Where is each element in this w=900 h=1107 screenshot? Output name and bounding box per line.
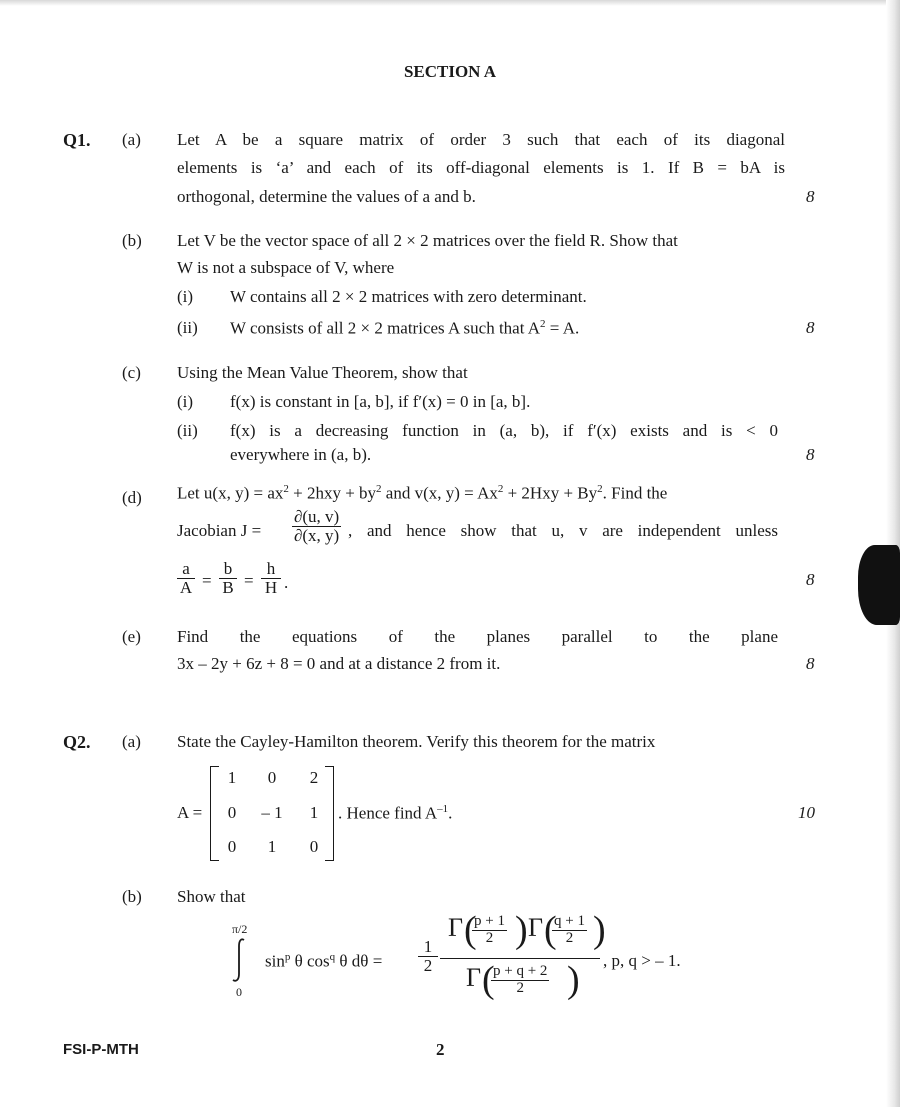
q1a-marks: 8 [806,187,815,206]
q2a-line1: State the Cayley-Hamilton theorem. Verify this theorem for the matrix [177,732,656,751]
q2a-matrix-prefix: A = [177,803,203,822]
matrix-cell: 1 [309,803,319,822]
q2a-marks: 10 [798,803,815,822]
q1b-label: (b) [122,231,142,250]
q1c-i-text: f(x) is constant in [a, b], if f′(x) = 0 in [a, b]. [230,392,531,411]
q1d-end-dot: . [284,573,289,592]
gamma-paren-close: ) [593,909,606,951]
page-number: 2 [436,1040,445,1059]
q1b-marks: 8 [806,318,815,337]
q1d-eq-1: = [202,571,212,590]
q1c-marks: 8 [806,445,815,464]
q1b-i-label: (i) [177,287,194,306]
q2b-tail: , p, q > – 1. [603,951,681,970]
q1d-line1: Let u(x, $y) = ax^2 + 2hxy + by^2$ and v(x, $y) = Ax^2 + 2Hxy + By^2$. Find the [177,483,668,503]
q1d-jacobian-fraction [292,508,341,545]
matrix-cell: 0 [227,803,237,822]
gamma-symbol: Γ [528,913,544,942]
q1a-line2: elements is ‘a’ and each of its off-diagonal elements is 1. If B = bA is [177,158,785,177]
q1e-line1: Find the equations of the planes parallel to the plane [177,627,778,646]
jacobian-numerator: ∂(u, v) [294,507,340,526]
q1b-ii-label: (ii) [177,318,198,337]
q2a-suffix: . Hence find $A^{-1}$. [338,803,453,823]
q1b-ii-text: W consists of all 2 × 2 matrices A such that $A^2 = A$. [230,318,580,338]
q1e-label: (e) [122,627,141,646]
q1d-ratio-a: $\frac{a}{A}$ [177,560,195,597]
q1b-line1: Let V be the vector space of all 2 × 2 matrices over the field R. Show that [177,231,678,250]
q1d-eq-2: = [244,571,254,590]
matrix-cell: 1 [267,837,277,856]
q1c-ii-label: (ii) [177,421,198,440]
gamma-arg-1: $\frac{p + 1}{2}$ [474,913,505,946]
q1a-label: (a) [122,130,141,149]
jacobian-denominator: ∂(x, y) [294,525,340,545]
q2a-label: (a) [122,732,141,751]
matrix-cell: – 1 [261,803,283,822]
matrix-cell: 0 [227,837,237,856]
paper-code: FSI-P-MTH [63,1041,139,1058]
matrix-cell: 2 [309,768,319,787]
section-title: SECTION A [403,62,497,81]
q1c-ii-line1: f(x) is a decreasing function in (a, b), if f′(x) exists and is < 0 [230,421,778,440]
matrix-cell: 1 [227,768,237,787]
q2a-matrix [210,766,334,862]
q1c-label: (c) [122,363,141,382]
q1b-i-text: W contains all 2 × 2 matrices with zero determinant. [230,287,587,306]
integral-sign-icon [230,937,248,983]
gamma-arg-3: $\frac{p + q + 2}{2}$ [493,963,548,996]
integral-upper-limit: π/2 [232,922,248,936]
q1d-label: (d) [122,488,142,507]
matrix-cell: 0 [267,768,277,787]
q1c-i-label: (i) [177,392,194,411]
q2b-label: (b) [122,887,142,906]
scan-hole-punch-mark [858,545,900,625]
q1e-line2: 3x – 2y + 6z + 8 = 0 and at a distance 2 from it. [177,654,501,673]
gamma-arg-2: $\frac{q + 1}{2}$ [554,913,585,946]
q2-number: Q2. [63,732,91,752]
gamma-paren-close: ) [567,959,580,1001]
gamma-paren-close: ) [515,909,528,951]
q2b-integrand: $\sin^p \theta$ $\cos^q \theta$ dθ = [265,951,383,971]
q1d-marks: 8 [806,570,815,589]
scan-top-shadow [0,0,900,6]
gamma-paren-open: ( [544,909,557,951]
q2b-half-fraction: $\frac{1}{2}$ [418,938,438,975]
integral-lower-limit: 0 [236,985,242,999]
q1d-jacobian-prefix: Jacobian J = [177,521,262,540]
q1a-line1: Let A be a square matrix of order 3 such that each of its diagonal [177,130,785,149]
q1-number: Q1. [63,130,91,150]
q1b-line2: W is not a subspace of V, where [177,258,395,277]
q1a-line3: orthogonal, determine the values of a and b. [177,187,476,206]
q1c-ii-line2: everywhere in (a, b). [230,445,372,464]
q2b-line1: Show that [177,887,246,906]
q1e-marks: 8 [806,654,815,673]
q1d-ratio-b: $\frac{b}{B}$ [219,560,237,597]
q1d-jacobian-suffix: , and hence show that u, v are independent unless [348,521,778,540]
gamma-paren-open: ( [464,909,477,951]
q1d-ratio-h: $\frac{h}{H}$ [261,560,281,597]
gamma-paren-open: ( [482,959,495,1001]
gamma-symbol: Γ [466,963,482,992]
gamma-symbol: Γ [448,913,464,942]
matrix-cell: 0 [309,837,319,856]
q1c-line1: Using the Mean Value Theorem, show that [177,363,468,382]
